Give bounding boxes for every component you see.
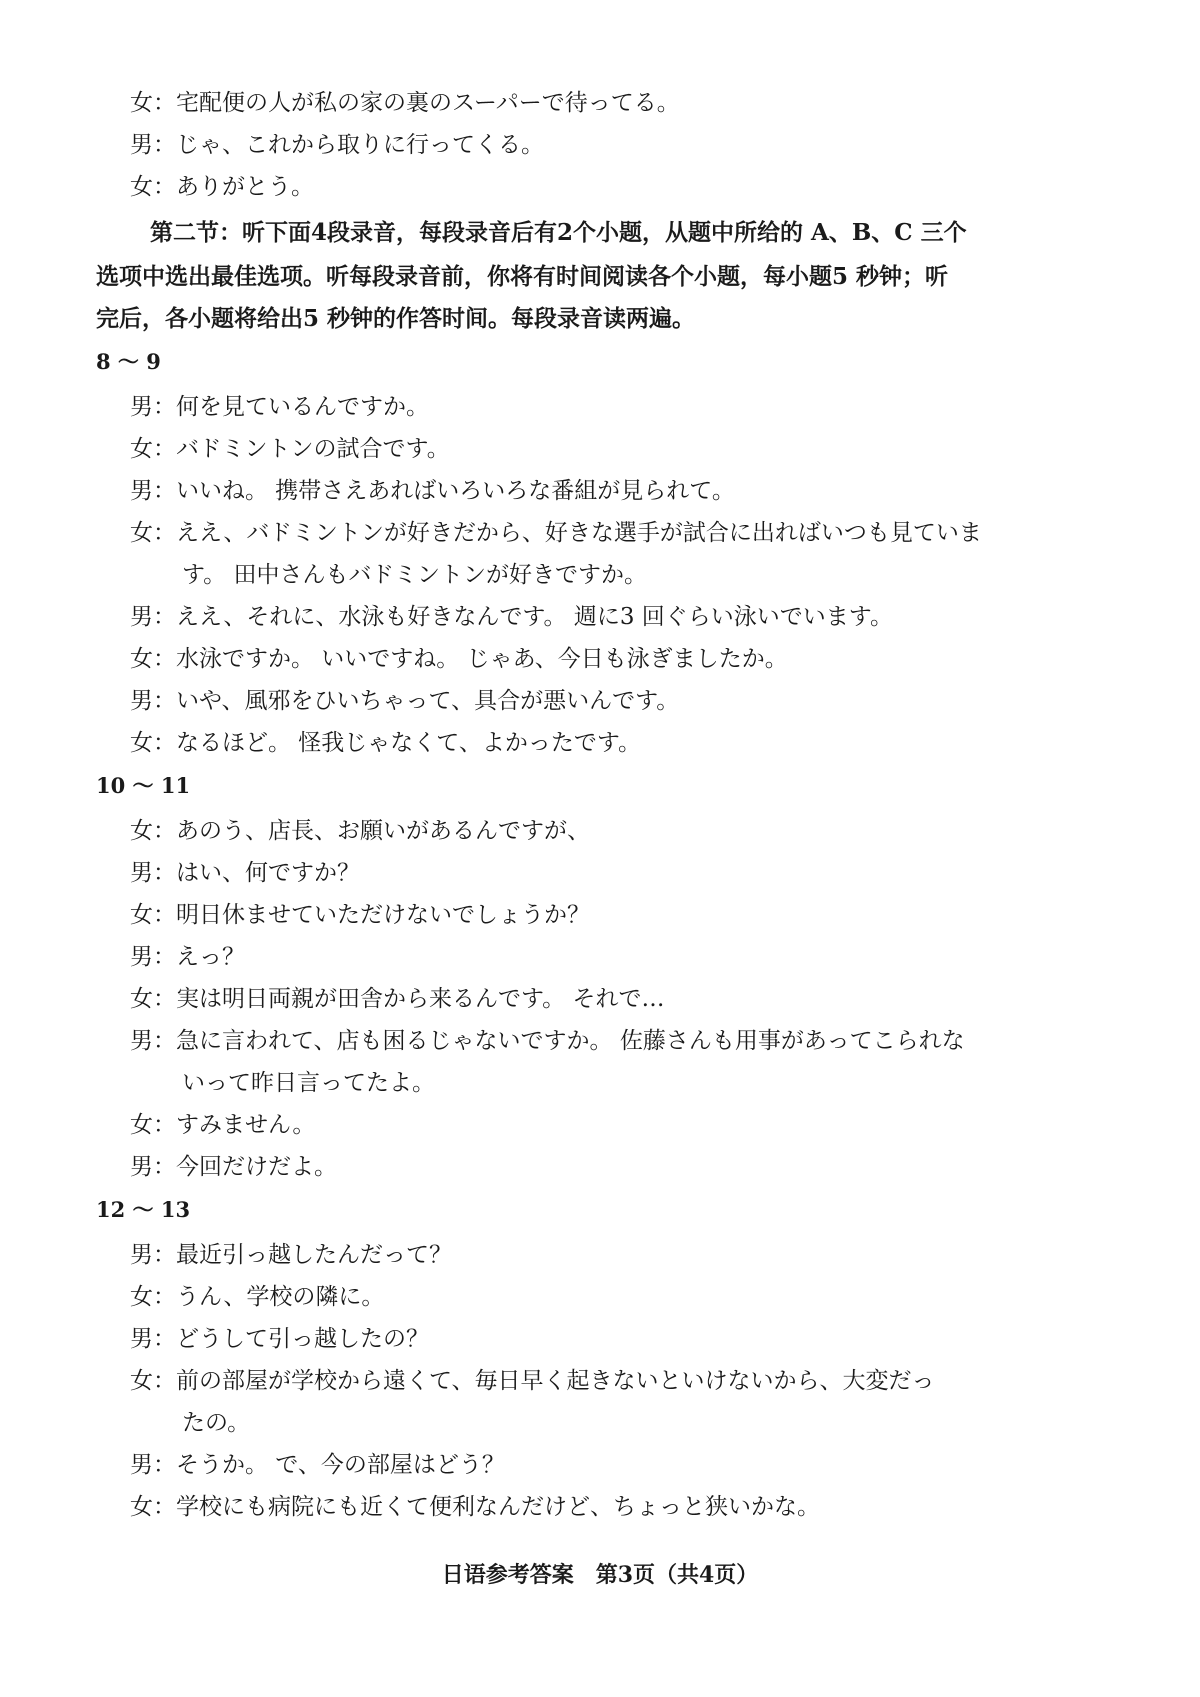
line-text: あのう、店長、お願いがあるんですが、 xyxy=(176,818,590,844)
dialogue-line xyxy=(130,1450,505,1480)
line-text: ええ、バドミントンが好きだから、好きな選手が試合に出ればいつも見ていま xyxy=(176,520,982,546)
instruction-line: 第二节：听下面4段录音，每段录音后有2个小题，从题中所给的 A、B、C 三个 xyxy=(150,219,967,246)
speaker-label: 男： xyxy=(130,478,176,504)
speaker-label: 女： xyxy=(130,1112,176,1138)
line-text: いいね。 携帯さえあればいろいろな番組が見られて。 xyxy=(176,478,735,504)
line-text: ありがとう。 xyxy=(176,174,314,200)
page-footer: 日语参考答案 第3页（共4页） xyxy=(441,1562,759,1588)
speaker-label: 男： xyxy=(130,1326,176,1352)
speaker-label: 女： xyxy=(130,902,176,928)
speaker-label: 男： xyxy=(130,860,176,886)
speaker-label: 男： xyxy=(130,688,176,714)
line-text: 最近引っ越したんだって？ xyxy=(176,1242,452,1268)
dialogue-line xyxy=(130,858,360,888)
line-text: バドミントンの試合です。 xyxy=(176,436,450,462)
instruction-line: 选项中选出最佳选项。听每段录音前，你将有时间阅读各个小题，每小题5 秒钟；听 xyxy=(96,263,949,290)
line-text: なるほど。 怪我じゃなくて、よかったです。 xyxy=(176,730,642,756)
speaker-label: 女： xyxy=(130,436,176,462)
dialogue-line xyxy=(130,172,314,202)
speaker-label: 女： xyxy=(130,90,176,116)
line-text: じゃ、これから取りに行ってくる。 xyxy=(176,132,544,158)
speaker-label: 女： xyxy=(130,520,176,546)
speaker-label: 男： xyxy=(130,944,176,970)
dialogue-line xyxy=(130,1026,965,1056)
line-text: 前の部屋が学校から遠くて、毎日早く起きないといけないから、大変だっ xyxy=(176,1368,935,1394)
section-label: 10 ～ 11 xyxy=(96,773,191,798)
instruction-line: 完后，各小题将给出5 秒钟的作答时间。每段录音读两遍。 xyxy=(96,305,696,332)
dialogue-line xyxy=(130,984,664,1014)
line-text: 今回だけだよ。 xyxy=(176,1154,337,1180)
dialogue-line xyxy=(130,392,429,422)
speaker-label: 男： xyxy=(130,1154,176,1180)
dialogue-line xyxy=(130,1366,935,1396)
line-text: 宅配便の人が私の家の裏のスーパーで待ってる。 xyxy=(176,90,680,116)
speaker-label: 男： xyxy=(130,1028,176,1054)
dialogue-line xyxy=(130,1240,452,1270)
speaker-label: 女： xyxy=(130,1368,176,1394)
dialogue-line xyxy=(130,900,590,930)
dialogue-continuation: いって昨日言ってたよ。 xyxy=(182,1070,435,1096)
speaker-label: 女： xyxy=(130,1494,176,1520)
line-text: 急に言われて、店も困るじゃないですか。 佐藤さんも用事があってこられな xyxy=(176,1028,965,1054)
dialogue-line xyxy=(130,728,641,758)
line-text: 実は明日両親が田舎から来るんです。 それで… xyxy=(176,986,665,1012)
speaker-label: 女： xyxy=(130,1284,176,1310)
dialogue-line xyxy=(130,1492,820,1522)
speaker-label: 男： xyxy=(130,132,176,158)
speaker-label: 男： xyxy=(130,604,176,630)
dialogue-line xyxy=(130,602,893,632)
dialogue-line xyxy=(130,644,788,674)
dialogue-line xyxy=(130,816,590,846)
speaker-label: 女： xyxy=(130,986,176,1012)
line-text: いや、風邪をひいちゃって、具合が悪いんです。 xyxy=(176,688,680,714)
dialogue-line xyxy=(130,88,680,118)
speaker-label: 男： xyxy=(130,1452,176,1478)
line-text: 何を見ているんですか。 xyxy=(176,394,429,420)
dialogue-line xyxy=(130,130,544,160)
dialogue-line xyxy=(130,942,245,972)
dialogue-line xyxy=(130,1282,384,1312)
line-text: そうか。 で、今の部屋はどう？ xyxy=(176,1452,505,1478)
line-text: うん、学校の隣に。 xyxy=(176,1284,385,1310)
section-label: 12 ～ 13 xyxy=(96,1197,191,1222)
dialogue-line xyxy=(130,476,735,506)
dialogue-line xyxy=(130,434,450,464)
line-text: ええ、それに、水泳も好きなんです。 週に3 回ぐらい泳いでいます。 xyxy=(176,604,893,630)
dialogue-line xyxy=(130,1324,429,1354)
speaker-label: 女： xyxy=(130,818,176,844)
line-text: どうして引っ越したの？ xyxy=(176,1326,429,1352)
line-text: 学校にも病院にも近くて便利なんだけど、ちょっと狭いかな。 xyxy=(176,1494,820,1520)
line-text: はい、何ですか？ xyxy=(176,860,360,886)
dialogue-line xyxy=(130,1152,337,1182)
line-text: すみません。 xyxy=(176,1112,316,1138)
section-label: 8 ～ 9 xyxy=(96,349,161,374)
speaker-label: 女： xyxy=(130,730,176,756)
line-text: えっ？ xyxy=(176,944,245,970)
line-text: 水泳ですか。 いいですね。 じゃあ、今日も泳ぎましたか。 xyxy=(176,646,788,672)
speaker-label: 女： xyxy=(130,174,176,200)
dialogue-line xyxy=(130,686,679,716)
dialogue-continuation: す。 田中さんもバドミントンが好きですか。 xyxy=(182,562,648,588)
dialogue-line xyxy=(130,518,982,548)
dialogue-continuation: たの。 xyxy=(182,1410,251,1436)
speaker-label: 女： xyxy=(130,646,176,672)
line-text: 明日休ませていただけないでしょうか？ xyxy=(176,902,590,928)
speaker-label: 男： xyxy=(130,1242,176,1268)
speaker-label: 男： xyxy=(130,394,176,420)
dialogue-line xyxy=(130,1110,315,1140)
